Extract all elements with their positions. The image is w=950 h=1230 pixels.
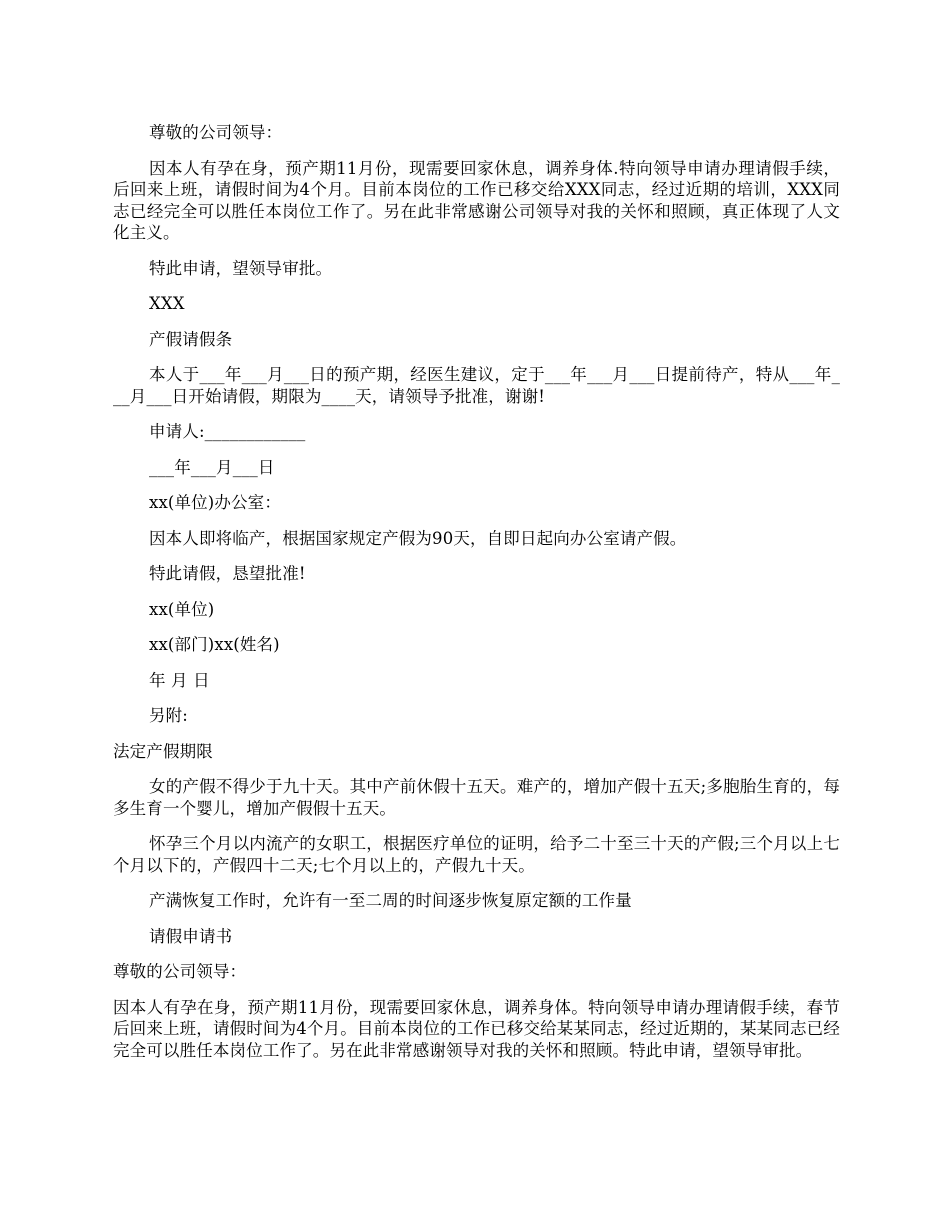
salutation: 尊敬的公司领导：	[149, 123, 283, 142]
document-page	[113, 122, 840, 1061]
closing-line: 特此请假，恳望批准!	[149, 564, 306, 583]
section-title: 产假请假条	[149, 329, 233, 349]
body-paragraph: 女的产假不得少于九十天。其中产前休假十五天。难产的，增加产假十五天;多胞胎生育的，每多生育一个婴儿，增加产假假十五天。	[113, 777, 840, 818]
body-paragraph: 本人于___年___月___日的预产期，经医生建议，定于___年___月___日提前待产，特从___年___月___日开始请假，期限为____天，请领导予批准，谢谢!	[113, 365, 840, 406]
appendix-label: 另附:	[149, 706, 189, 725]
section-title: 法定产假期限	[113, 741, 213, 761]
signature-name: xx(部门)xx(姓名)	[149, 635, 280, 654]
salutation: 尊敬的公司领导：	[113, 962, 247, 981]
date-line: ___年___月___日	[149, 457, 275, 477]
section-title: 请假申请书	[149, 926, 233, 946]
signature: XXX	[149, 294, 185, 313]
body-paragraph: 因本人即将临产，根据国家规定产假为90天，自即日起向办公室请产假。	[149, 528, 687, 548]
body-paragraph: 因本人有孕在身，预产期11月份，现需要回家休息，调养身体。特向领导申请办理请假手续，春节后回来上班，请假时间为4个月。目前本岗位的工作已移交给某某同志，经过近期的，某某同志已经完全可以胜任本岗位工作了。另在此非常感谢领导对我的关怀和照顾。特此申请，望领导审批。	[113, 997, 840, 1060]
salutation: xx(单位)办公室：	[149, 493, 281, 512]
date-line: 年 月 日	[149, 670, 210, 690]
applicant-line: 申请人:____________	[149, 422, 306, 441]
body-paragraph: 怀孕三个月以内流产的女职工，根据医疗单位的证明，给予二十至三十天的产假;三个月以上七个月以下的，产假四十二天;七个月以上的，产假九十天。	[113, 834, 840, 875]
closing-line: 特此申请，望领导审批。	[149, 258, 333, 278]
body-paragraph: 因本人有孕在身，预产期11月份，现需要回家休息，调养身体.特向领导申请办理请假手续，后回来上班，请假时间为4个月。目前本岗位的工作已移交给XXX同志，经过近期的培训，XXX同志已经完全可以胜任本岗位工作了。另在此非常感谢公司领导对我的关怀和照顾，真正体现了人文化主义。	[113, 158, 840, 242]
body-paragraph: 产满恢复工作时，允许有一至二周的时间逐步恢复原定额的工作量	[149, 891, 632, 910]
signature-unit: xx(单位)	[149, 599, 215, 619]
